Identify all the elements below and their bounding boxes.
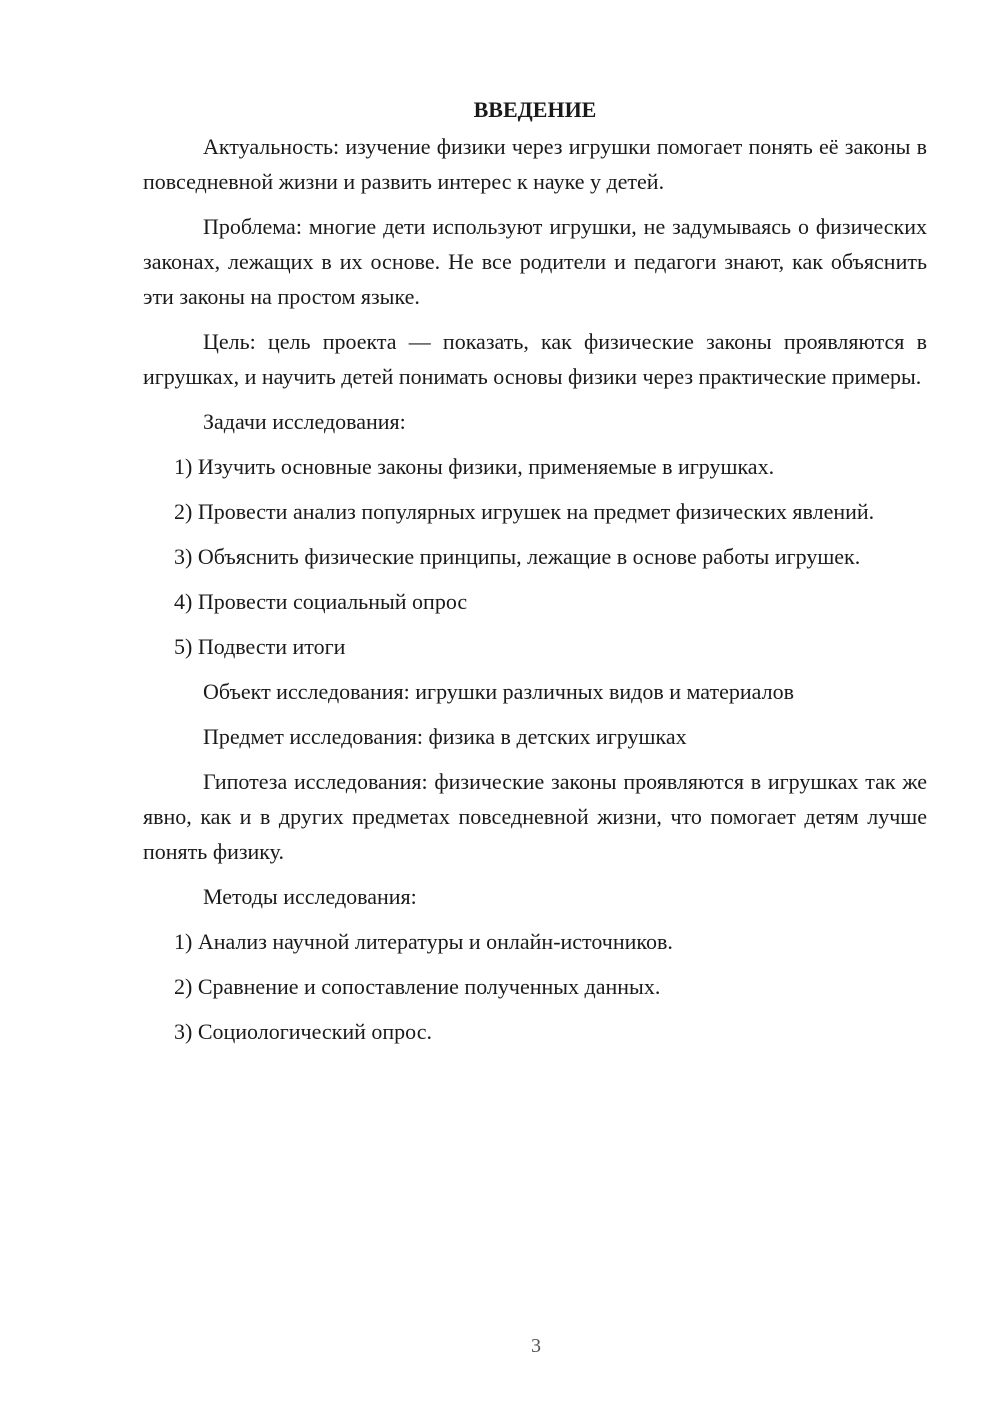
task-item: 4) Провести социальный опрос [174, 589, 468, 614]
subject-paragraph: Предмет исследования: физика в детских игрушках [203, 724, 687, 749]
object-paragraph: Объект исследования: игрушки различных видов и материалов [203, 679, 794, 704]
method-item: 1) Анализ научной литературы и онлайн-источников. [174, 929, 673, 954]
relevance-paragraph: Актуальность: изучение физики через игрушки помогает понять её законы в повседневной жизни и развить интерес к науке у детей. [143, 134, 927, 194]
problem-paragraph: Проблема: многие дети используют игрушки, не задумываясь о физических законах, лежащих в их основе. Не все родители и педагоги знают, как объяснить эти законы на простом языке. [143, 214, 927, 309]
methods-title: Методы исследования: [203, 884, 417, 909]
tasks-title: Задачи исследования: [203, 409, 406, 434]
section-heading: ВВЕДЕНИЕ [473, 97, 597, 122]
task-item: 3) Объяснить физические принципы, лежащие в основе работы игрушек. [174, 544, 861, 569]
method-item: 2) Сравнение и сопоставление полученных данных. [174, 974, 661, 999]
task-item: 1) Изучить основные законы физики, применяемые в игрушках. [174, 454, 775, 479]
goal-paragraph: Цель: цель проекта — показать, как физические законы проявляются в игрушках, и научить детей понимать основы физики через практические примеры. [143, 329, 927, 389]
hypothesis-paragraph: Гипотеза исследования: физические законы проявляются в игрушках так же явно, как и в других предметах повседневной жизни, что помогает детям лучше понять физику. [143, 769, 927, 864]
page-number: 3 [531, 1335, 541, 1357]
task-item: 5) Подвести итоги [174, 634, 346, 659]
method-item: 3) Социологический опрос. [174, 1019, 432, 1044]
page-body [143, 92, 927, 1059]
task-item: 2) Провести анализ популярных игрушек на предмет физических явлений. [174, 499, 875, 524]
